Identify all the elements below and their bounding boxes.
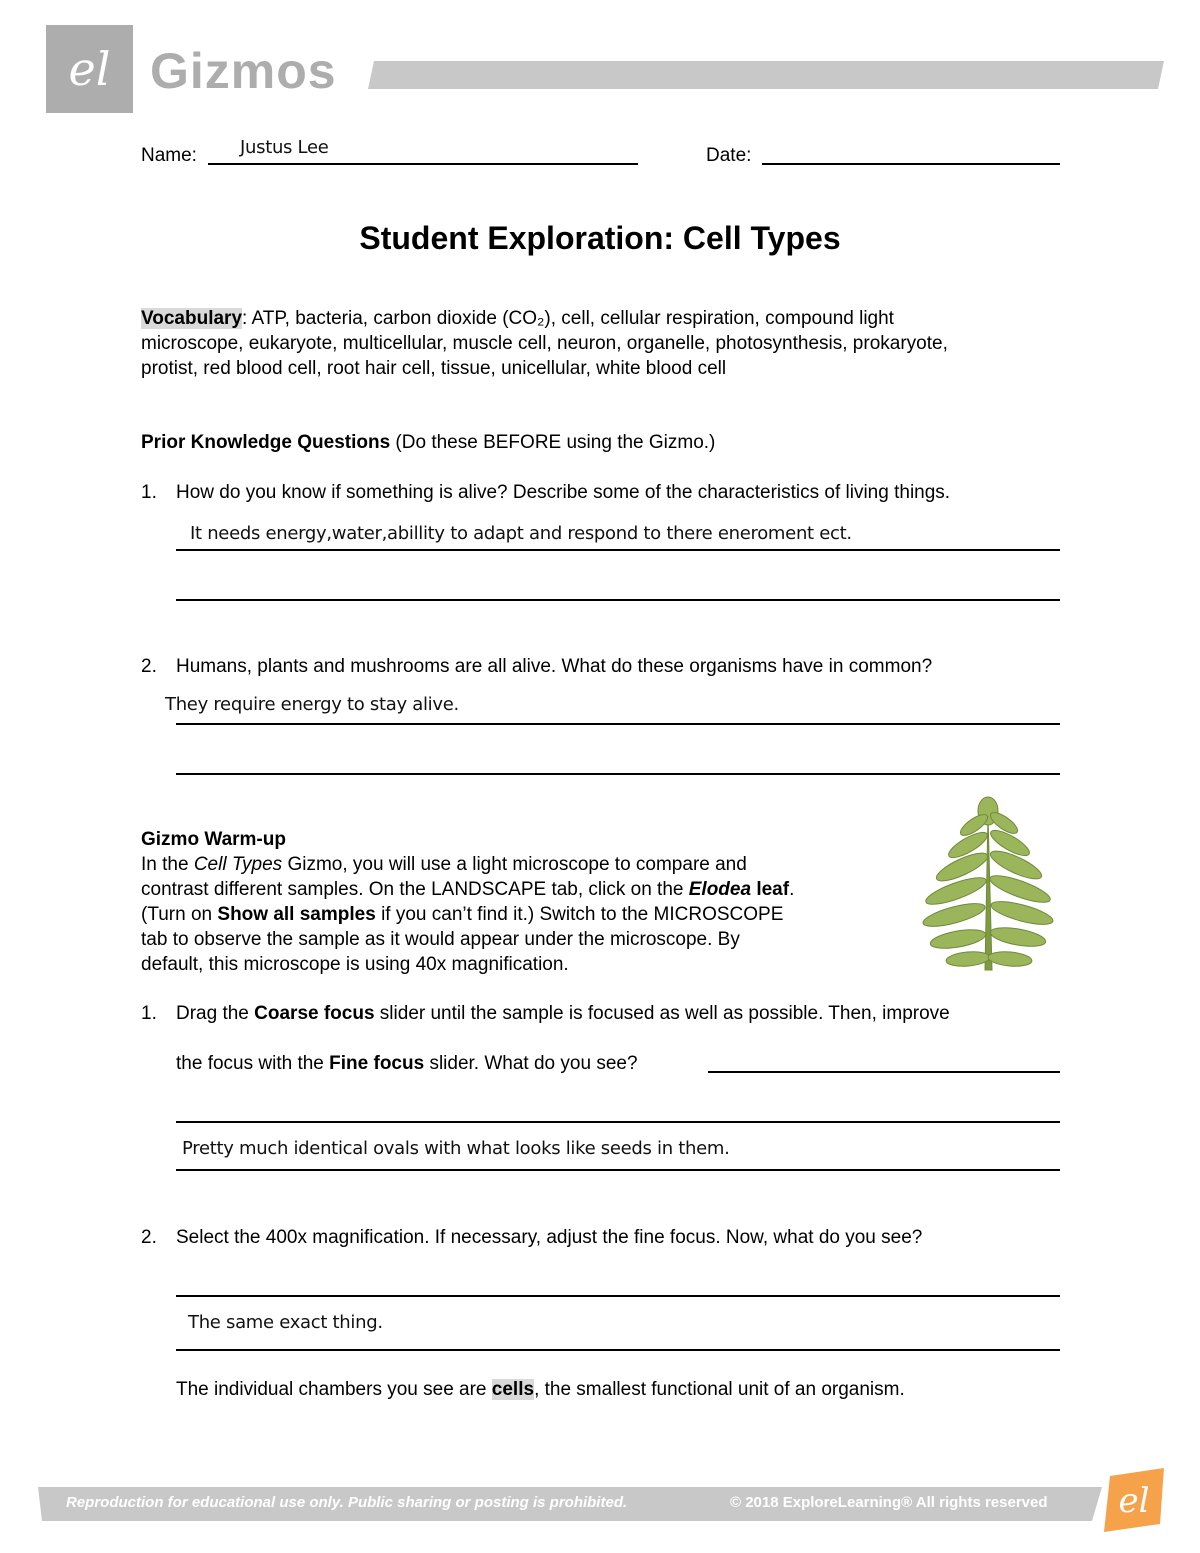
name-field[interactable] [208,163,638,165]
answer-line[interactable] [176,723,1060,725]
warmup-q1-number: 1. [141,1003,157,1024]
svg-text:el: el [1118,1481,1150,1521]
date-label: Date: [706,145,752,166]
answer-line[interactable] [176,773,1060,775]
footer-copyright: © 2018 ExploreLearning® All rights reserved [730,1494,1048,1511]
answer-line[interactable] [708,1071,1060,1073]
elodea-plant-image [910,795,1060,975]
answer-line[interactable] [176,599,1060,601]
warmup-q2-answer: The same exact thing. [188,1312,383,1333]
date-field[interactable] [762,163,1060,165]
warmup-q1-line1: Drag the Coarse focus slider until the sample is focused as well as possible. Then, improve [176,1003,950,1024]
vocabulary-label: Vocabulary [141,308,243,329]
name-value: Justus Lee [240,137,329,158]
prior-q1-number: 1. [141,482,157,503]
answer-line[interactable] [176,549,1060,551]
brand-name: Gizmos [150,43,337,99]
explorelearning-logo-icon [1100,1468,1170,1532]
prior-knowledge-heading: Prior Knowledge Questions (Do these BEFORE using the Gizmo.) [141,432,716,453]
warmup-q1-answer: Pretty much identical ovals with what looks like seeds in them. [182,1138,730,1159]
name-label: Name: [141,145,197,166]
prior-q1-text: How do you know if something is alive? Describe some of the characteristics of living things. [176,482,951,503]
warmup-q2-text: Select the 400x magnification. If necessary, adjust the fine focus. Now, what do you see? [176,1227,923,1248]
page-title: Student Exploration: Cell Types [359,220,841,256]
warmup-q2-number: 2. [141,1227,157,1248]
warmup-heading: Gizmo Warm-up [141,829,286,850]
answer-line[interactable] [176,1349,1060,1351]
prior-q1-answer: It needs energy,water,abillity to adapt and respond to there eneroment ect. [190,523,852,544]
answer-line[interactable] [176,1121,1060,1123]
header-bar [368,61,1164,89]
prior-q2-answer: They require energy to stay alive. [165,694,459,715]
logo-mark: el [68,42,111,96]
prior-q2-text: Humans, plants and mushrooms are all alive. What do these organisms have in common? [176,656,933,677]
answer-line[interactable] [176,1169,1060,1171]
warmup-intro: Gizmo Warm-up In the Cell Types Gizmo, you will use a light microscope to compare and contrast different samples. On the LANDSCAPE tab, click on the Elodea leaf. (Turn on Show all samples if you can’t find it.) Switch to the MICROSCOPE tab to observe the sample as it would appear under the microscope. By default, this microscope is using 40x magnification. [141,829,795,975]
footer-disclaimer: Reproduction for educational use only. Public sharing or posting is prohibited. [66,1494,628,1511]
warmup-q1-line2: the focus with the Fine focus slider. What do you see? [176,1053,638,1074]
vocabulary: Vocabulary: ATP, bacteria, carbon dioxide (CO₂), cell, cellular respiration, compound light microscope, eukaryote, multicellular, muscle cell, neuron, organelle, photosynthesis, prokaryote, protist, red blood cell, root hair cell, tissue, unicellular, white blood cell [141,308,948,379]
answer-line[interactable] [176,1295,1060,1297]
prior-q2-number: 2. [141,656,157,677]
closing-statement: The individual chambers you see are cells, the smallest functional unit of an organism. [176,1379,905,1400]
gizmos-logo [46,25,133,113]
